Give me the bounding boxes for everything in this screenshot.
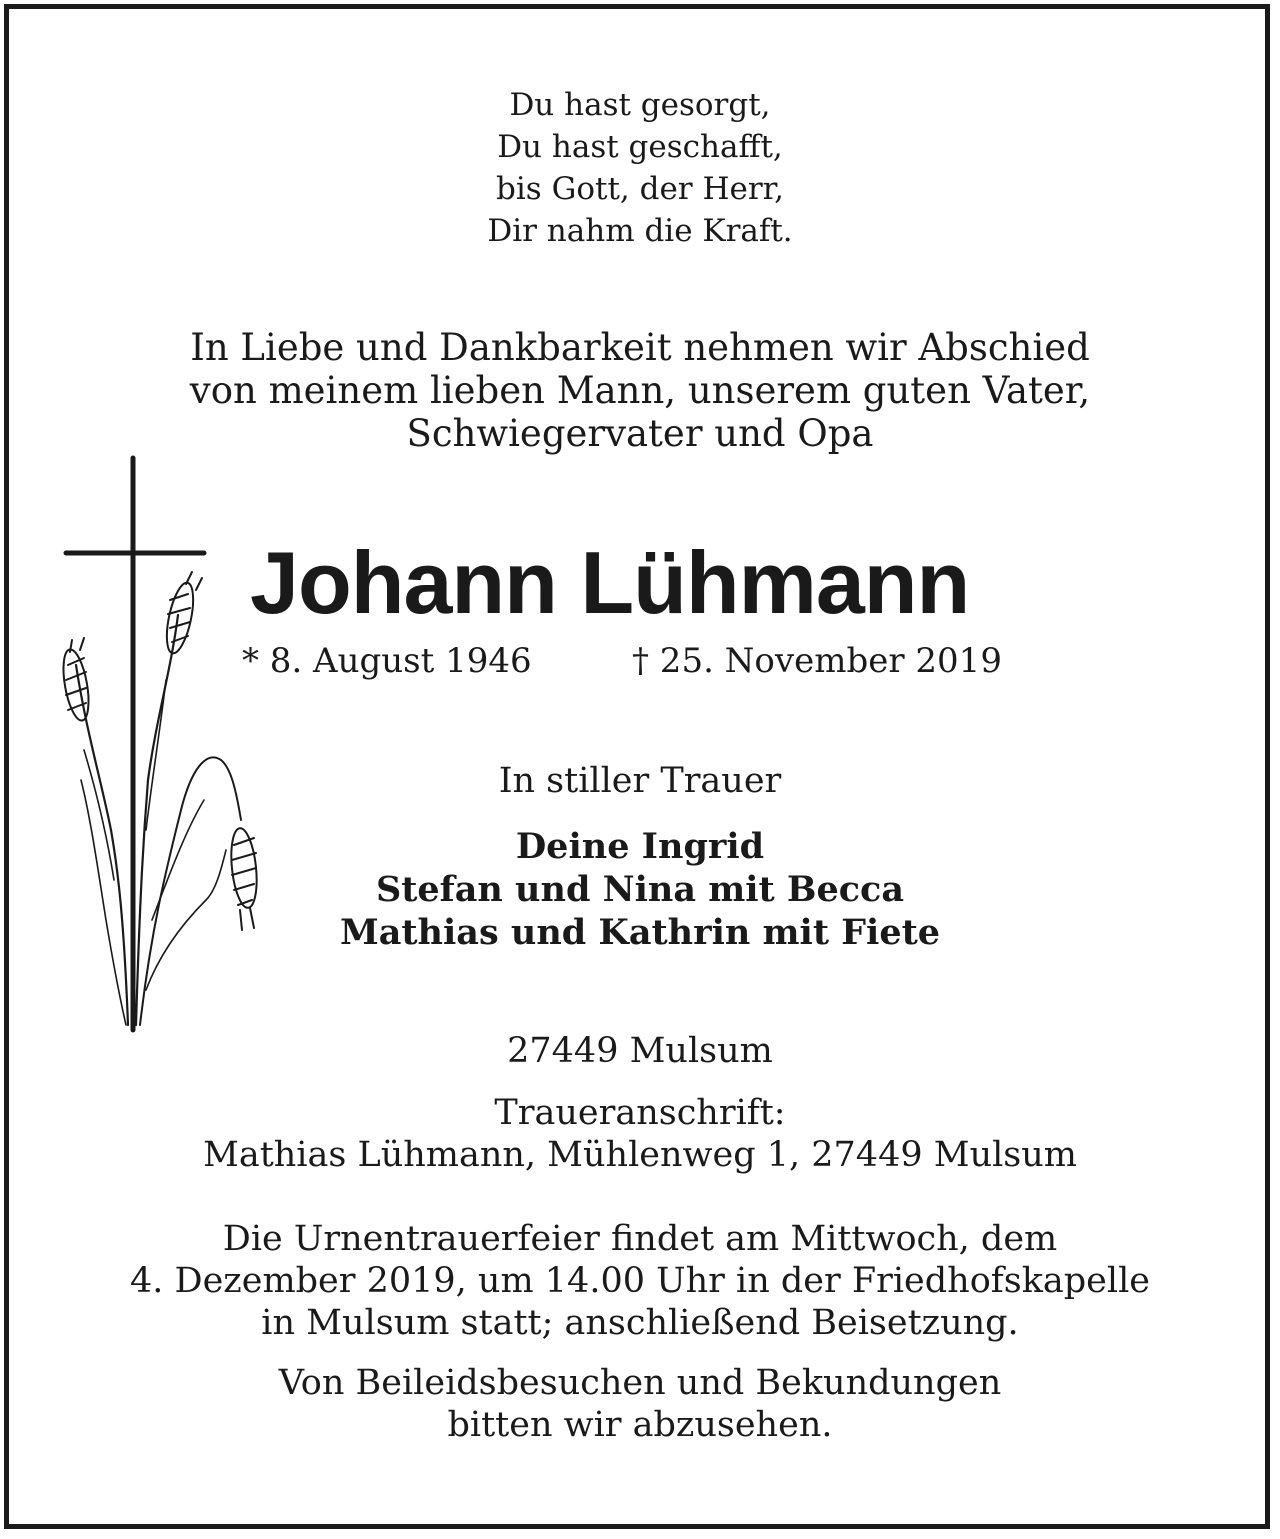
- death-date: † 25. November 2019: [632, 641, 1002, 681]
- ceremony-line: 4. Dezember 2019, um 14.00 Uhr in der Friedhofskapelle: [130, 1261, 1150, 1301]
- ceremony-line: in Mulsum statt; anschließend Beisetzung.: [261, 1303, 1019, 1343]
- place-text: 27449 Mulsum: [507, 1031, 773, 1071]
- family-list: [0, 825, 1280, 954]
- poem-line: Du hast gesorgt,: [509, 87, 771, 123]
- poem-line: Du hast geschafft,: [497, 129, 783, 165]
- ceremony-line: Die Urnentrauerfeier findet am Mittwoch, dem: [222, 1219, 1058, 1259]
- closing-line: bitten wir abzusehen.: [447, 1405, 833, 1445]
- poem-line: bis Gott, der Herr,: [496, 171, 784, 207]
- birth-date: * 8. August 1946: [242, 641, 532, 681]
- family-member: Mathias und Kathrin mit Fiete: [339, 912, 941, 953]
- mourning-label: [0, 758, 1280, 804]
- mourning-label-text: In stiller Trauer: [498, 761, 782, 801]
- mourning-address: [0, 1092, 1280, 1176]
- address-text: Mathias Lühmann, Mühlenweg 1, 27449 Mulsum: [203, 1135, 1077, 1175]
- intro-line: von meinem lieben Mann, unserem guten Vater,: [189, 369, 1091, 412]
- address-label: Traueranschrift:: [494, 1093, 786, 1133]
- place: [0, 1028, 1280, 1074]
- closing-line: Von Beileidsbesuchen und Bekundungen: [278, 1363, 1002, 1403]
- deceased-name: Johann Lühmann: [250, 533, 970, 632]
- ceremony-info: [0, 1218, 1280, 1344]
- family-member: Stefan und Nina mit Becca: [375, 869, 905, 910]
- intro-line: In Liebe und Dankbarkeit nehmen wir Abschied: [190, 326, 1090, 369]
- poem-line: Dir nahm die Kraft.: [487, 213, 793, 249]
- closing-note: [0, 1362, 1280, 1446]
- family-member: Deine Ingrid: [515, 826, 765, 867]
- intro-line: Schwiegervater und Opa: [406, 412, 874, 455]
- poem: [0, 84, 1280, 252]
- intro-text: [0, 326, 1280, 455]
